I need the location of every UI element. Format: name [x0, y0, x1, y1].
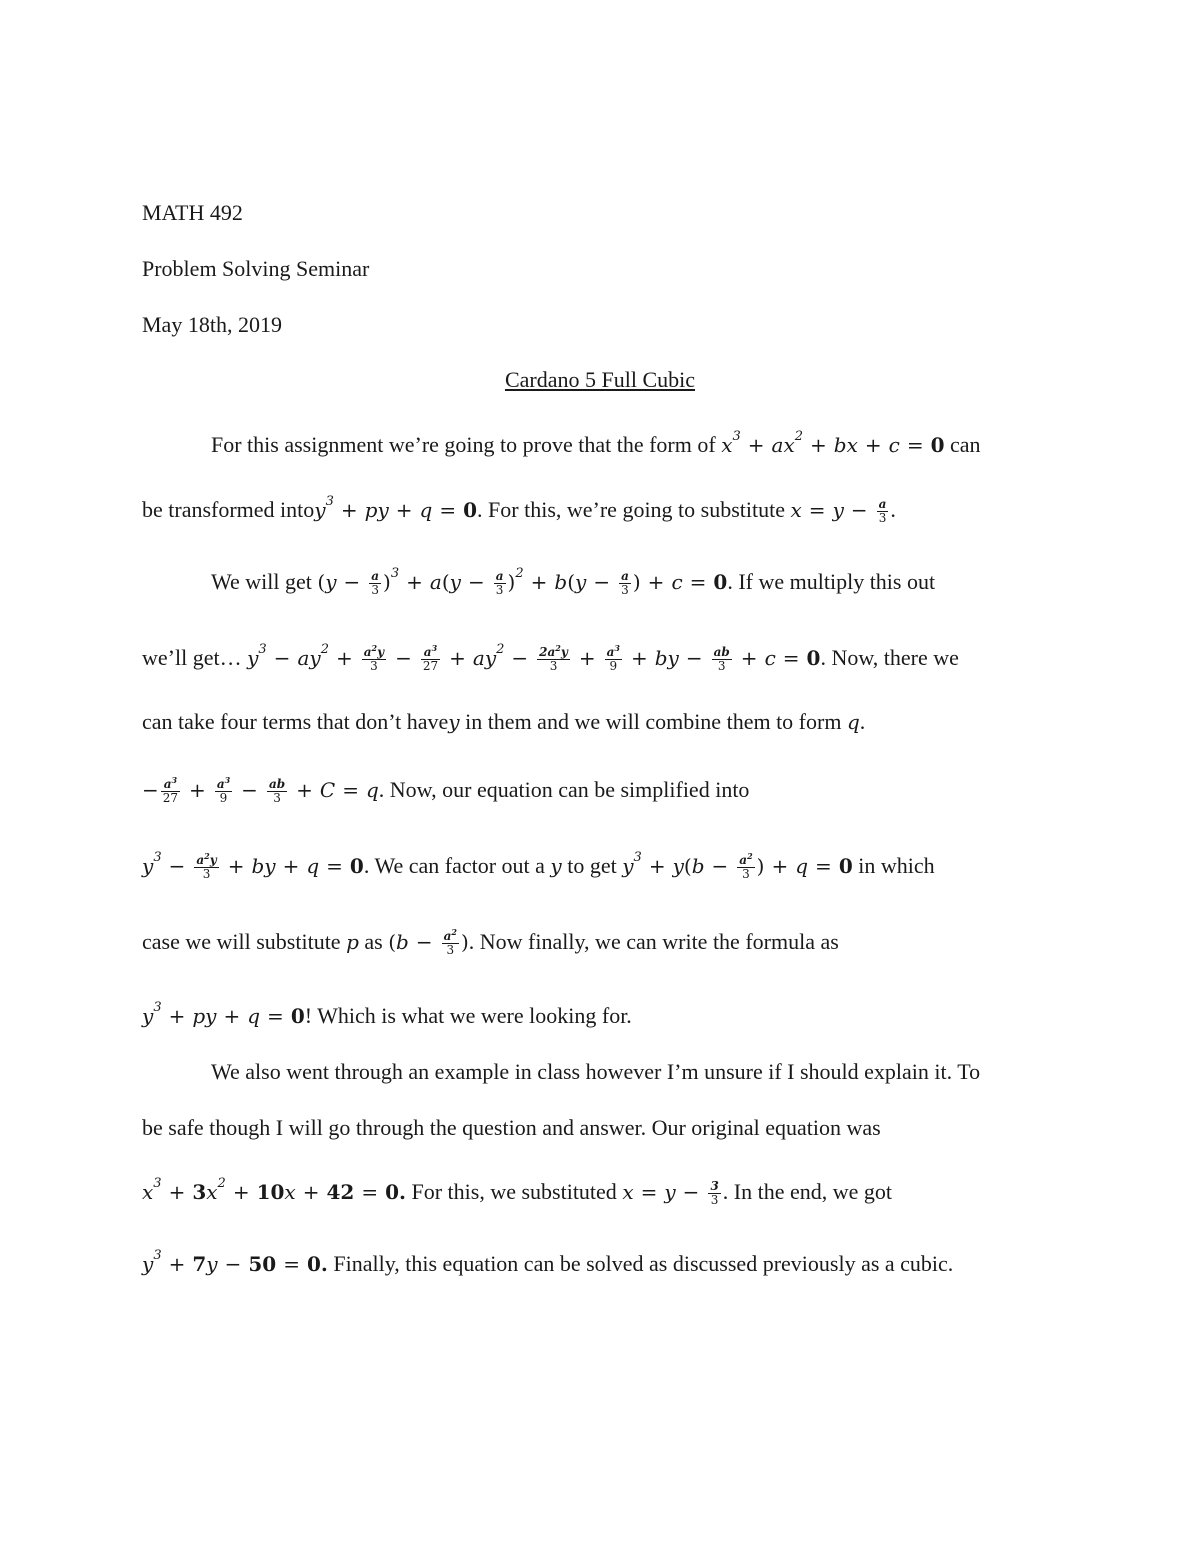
math-substitution: x = y − $\frac{a}{3}$ — [790, 497, 887, 525]
math-cubic-general: $x^3 + ax^2$ + bx + c = 0 — [721, 429, 945, 457]
document-title: Cardano 5 Full Cubic — [504, 367, 696, 392]
math-expanded-equation: $y^3 - ay^2$ + $\frac{a^2y}{3}$ − $\frac{a^3}{27}$ + $ay^2$ − $\frac{2a^2y}{3}$ + $\frac{a^3}{9}$ + by − $\frac{ab}{3}$ + c = 0 — [247, 642, 821, 673]
paragraph-line: $y^3 + 7y - 50 = 0$. Finally, this equation can be solved as discussed previously as a cubic. — [142, 1248, 954, 1276]
paragraph-line: be safe though I will go through the question and answer. Our original equation was — [142, 1115, 881, 1140]
math-factored-equation: $y^3 + y(b$ − $\frac{a^2}{3}$ ) + q = 0 — [622, 850, 853, 881]
course-name: MATH 492 — [142, 200, 243, 225]
math-simplified-equation: $y^3$ − $\frac{a^2y}{3}$ + by + q = 0 — [142, 850, 364, 881]
paragraph-line: can take four terms that don’t havey in them and we will combine them to form q. — [142, 709, 866, 734]
math-example-substitution: x = y − $\frac{3}{3}$ — [622, 1179, 719, 1207]
paragraph-line: We will get (y − $\frac{a}{3}$ )$^3$ + a(y − $\frac{a}{3}$ )$^2$ + b(y − $\frac{a}{3}$ ) + c = 0. If we multiply this out — [211, 566, 936, 597]
paragraph-line: case we will substitute p as (b − $\frac{a^2}{3}$ ). Now finally, we can write the formula as — [142, 927, 839, 957]
paragraph-line: be transformed intoy$^3$ + py + q = 0. For this, we’re going to substitute x = y − $\frac{a}{3}$ . — [142, 494, 896, 525]
math-q-definition: − $\frac{a^3}{27}$ + $\frac{a^3}{9}$ − $\frac{ab}{3}$ + C = q — [142, 775, 379, 805]
math-p-definition: (b − $\frac{a^2}{3}$ ) — [388, 927, 469, 957]
paragraph-line: For this assignment we’re going to prove that the form of $x^3 + ax^2$ + bx + c = 0 can — [211, 429, 981, 457]
math-example-result: $y^3 + 7y - 50 = 0$. — [142, 1248, 328, 1276]
paragraph-line: we’ll get… $y^3 - ay^2$ + $\frac{a^2y}{3}$ − $\frac{a^3}{27}$ + $ay^2$ − $\frac{2a^2y}{3}$ + $\frac{a^3}{9}$ + by − $\frac{ab}{3}$ + c = 0. Now, there we — [142, 642, 959, 673]
paragraph-line: We also went through an example in class however I’m unsure if I should explain it. To — [211, 1059, 981, 1084]
math-final-form: $y^3$ + py + q = 0 — [142, 1000, 305, 1028]
paragraph-line: $x^3 + 3x^2 + 10x + 42 = 0$. For this, we substituted x = y − $\frac{3}{3}$ . In the end, we got — [142, 1176, 893, 1207]
date: May 18th, 2019 — [142, 312, 282, 337]
math-example-equation: $x^3 + 3x^2 + 10x + 42 = 0$. — [142, 1176, 406, 1204]
paragraph-line: − $\frac{a^3}{27}$ + $\frac{a^3}{9}$ − $\frac{ab}{3}$ + C = q. Now, our equation can be simplified into — [142, 775, 750, 805]
paragraph-line: $y^3$ + py + q = 0! Which is what we were looking for. — [142, 1000, 632, 1028]
math-depressed-cubic: $y^3$ + py + q = 0 — [314, 494, 478, 522]
math-substituted-equation: (y − $\frac{a}{3}$ )$^3$ + a(y − $\frac{a}{3}$ )$^2$ + b(y − $\frac{a}{3}$ ) + c = 0 — [317, 566, 728, 597]
seminar-name: Problem Solving Seminar — [142, 256, 370, 281]
paragraph-line: $y^3$ − $\frac{a^2y}{3}$ + by + q = 0. We can factor out a y to get $y^3 + y(b$ − $\frac{a^2}{3}$ ) + q = 0 in which — [142, 850, 935, 881]
